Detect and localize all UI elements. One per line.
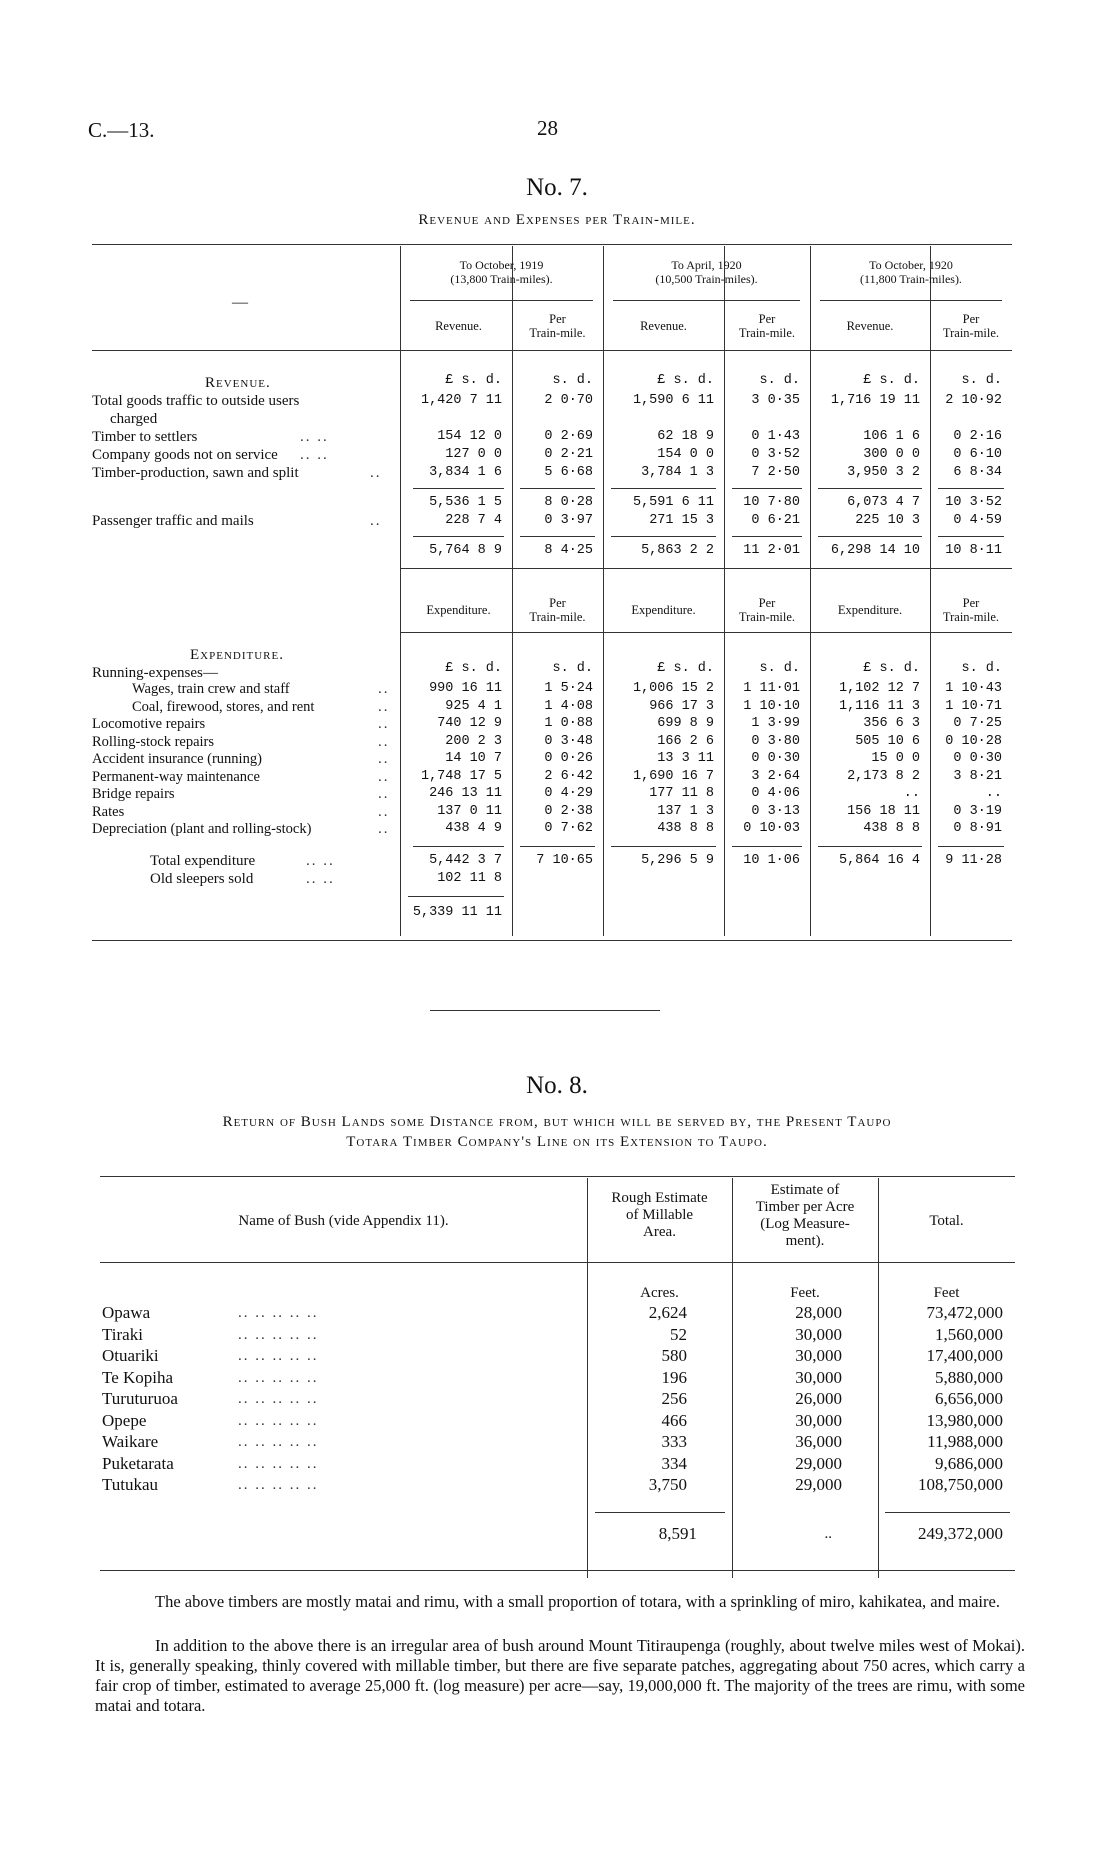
cell-value: 106 1 6	[863, 429, 920, 444]
rule-line	[100, 1570, 1015, 1571]
cell-value: 1,116 11 3	[838, 698, 920, 714]
estimate-value: 30,000	[795, 1367, 842, 1387]
cell-value: 3,834 1 6	[429, 465, 502, 480]
cell-value: 3,784 1 3	[641, 465, 714, 480]
leader-dots: .. .. .. .. ..	[238, 1391, 319, 1407]
cell-value: 925 4 1	[445, 698, 502, 714]
rule-line	[413, 488, 504, 489]
cell-value: 740 12 9	[437, 716, 502, 731]
rule-line	[92, 350, 1012, 351]
total-value: 73,472,000	[926, 1303, 1003, 1322]
cell-value: 0 4·29	[544, 786, 593, 801]
per-train-mile-header	[930, 312, 1012, 340]
row-label: Company goods not on service	[92, 447, 278, 463]
leader-dots: .. ..	[306, 853, 335, 869]
cell-value: ..	[985, 786, 1002, 801]
rule-line	[92, 244, 1012, 245]
cell-value: 990 16 11	[429, 681, 502, 696]
cell-value: 505 10 6	[855, 733, 920, 749]
cell-value: 156 18 11	[847, 803, 920, 819]
total-value: 7 10·65	[536, 853, 593, 868]
header-line: of Millable	[625, 1207, 694, 1223]
cell-value: 0 3·80	[751, 733, 800, 749]
unit-label: s. d.	[961, 661, 1002, 676]
per-train-mile-header	[930, 596, 1012, 624]
leader-dots: .. .. .. .. ..	[238, 1455, 319, 1472]
cell-value: 0 4·06	[751, 786, 800, 801]
rule-line	[613, 300, 800, 301]
total-value: 10 8·11	[945, 543, 1002, 558]
cell-value: 1 4·08	[544, 698, 593, 714]
subtotal-value: 10 7·80	[743, 495, 800, 510]
section-heading: Revenue.	[205, 375, 271, 391]
leader-dots: ..	[370, 513, 382, 529]
cell-value: 438 8 8	[863, 821, 920, 836]
row-label: Total expenditure	[150, 853, 256, 869]
column-header: Expenditure.	[837, 603, 903, 617]
cell-value: 1,716 19 11	[830, 393, 920, 408]
leader-dots: ..	[378, 821, 390, 837]
cell-value: 7 2·50	[751, 465, 800, 480]
per-label: Per	[962, 312, 980, 326]
cell-value: 0 2·38	[544, 803, 593, 819]
bush-name: Puketarata	[102, 1453, 174, 1473]
rule-line	[520, 846, 595, 847]
cell-value: 225 10 3	[855, 513, 920, 528]
cell-value: 200 2 3	[445, 733, 502, 749]
leader-dots: ..	[378, 698, 390, 715]
unit-label: s. d.	[961, 373, 1002, 388]
period-header	[810, 258, 1012, 286]
period-header	[400, 258, 603, 286]
subtotal-value: 6,073 4 7	[847, 495, 920, 510]
column-header: Revenue.	[640, 319, 687, 333]
period-header	[603, 258, 810, 286]
unit-label: s. d.	[759, 373, 800, 388]
total-estimate: ..	[824, 1526, 832, 1542]
cell-value: 2 6·42	[544, 768, 593, 784]
table-title: Revenue and Expenses per Train-mile.	[418, 212, 696, 228]
cell-value: 137 0 11	[437, 803, 502, 819]
rule-line	[732, 846, 802, 847]
cell-value: 1,590 6 11	[632, 393, 714, 408]
rule-line	[611, 536, 716, 537]
column-header-area	[587, 1190, 732, 1241]
leader-dots: ..	[370, 465, 382, 481]
unit-label: £ s. d.	[863, 373, 920, 388]
cell-value: 0 3·19	[953, 803, 1002, 819]
train-mile-label: Train-mile.	[738, 610, 796, 624]
rule-line	[732, 488, 802, 489]
cell-value: 3,950 3 2	[847, 465, 920, 480]
cell-value: 0 2·21	[544, 447, 593, 462]
bush-name: Tutukau	[102, 1475, 159, 1494]
cell-value: 6 8·34	[953, 465, 1002, 480]
cell-value: 0 1·43	[751, 429, 800, 444]
total-value: 8 4·25	[544, 543, 593, 558]
estimate-value: 26,000	[795, 1389, 842, 1408]
period-title: To April, 1920	[671, 258, 742, 272]
train-mile-label: Train-mile.	[738, 326, 796, 340]
cell-value: 0 0·26	[544, 751, 593, 766]
cell-value: 102 11 8	[437, 871, 502, 886]
area-value: 580	[661, 1346, 687, 1365]
total-value: 9 11·28	[945, 853, 1002, 868]
column-header: Revenue.	[435, 319, 482, 333]
row-label: Timber-production, sawn and split	[92, 465, 299, 481]
rule-line	[520, 536, 595, 537]
cell-value: 1 11·01	[743, 681, 800, 696]
column-header-estimate	[732, 1182, 878, 1250]
rule-line	[100, 1262, 1015, 1263]
cell-value: 356 6 3	[863, 716, 920, 731]
bush-name: Opawa	[102, 1303, 151, 1322]
subtotal-value: 5,536 1 5	[429, 495, 502, 510]
rule-line	[938, 846, 1004, 847]
cell-value: 154 12 0	[437, 429, 502, 444]
rule-line	[413, 846, 504, 847]
period-train-miles: (11,800 Train-miles).	[860, 272, 962, 286]
row-label: Running-expenses—	[92, 665, 218, 681]
cell-value: 1,690 16 7	[632, 768, 714, 784]
cell-value: 127 0 0	[445, 447, 502, 462]
cell-value: 5 6·68	[544, 465, 593, 480]
leader-dots: .. .. .. .. ..	[238, 1412, 319, 1429]
cell-value: 1 0·88	[544, 716, 593, 731]
estimate-value: 30,000	[795, 1410, 842, 1430]
rule-line	[818, 488, 922, 489]
cell-value: 0 0·30	[953, 751, 1002, 766]
cell-value: 137 1 3	[657, 803, 714, 819]
table-number: No. 8.	[526, 1072, 588, 1099]
cell-value: 0 3·48	[544, 733, 593, 749]
leader-dots: .. .. .. .. ..	[238, 1326, 319, 1343]
total-value: 5,442 3 7	[429, 853, 502, 868]
cell-value: 3 0·35	[751, 393, 800, 408]
leader-dots: .. .. .. .. ..	[238, 1369, 319, 1386]
cell-value: 1 3·99	[751, 716, 800, 731]
cell-value: 699 8 9	[657, 716, 714, 731]
cell-value: 300 0 0	[863, 447, 920, 462]
bush-name: Opepe	[102, 1410, 147, 1430]
rule-line	[400, 632, 1012, 633]
train-mile-label: Train-mile.	[942, 326, 1000, 340]
table-title-line: Totara Timber Company's Line on its Extension to Taupo.	[346, 1134, 768, 1150]
cell-value: 3 2·64	[751, 768, 800, 784]
total-value: 11,988,000	[927, 1432, 1003, 1451]
cell-value: 1,102 12 7	[838, 681, 920, 696]
per-label: Per	[758, 596, 776, 610]
area-value: 466	[661, 1410, 687, 1430]
cell-value: 0 3·13	[751, 803, 800, 819]
rule-line	[400, 568, 1012, 569]
total-value: 6,298 14 10	[830, 543, 920, 558]
row-label: Depreciation (plant and rolling-stock)	[92, 821, 312, 837]
total-area: 8,591	[658, 1524, 697, 1543]
total-value: 5,880,000	[935, 1367, 1003, 1387]
estimate-value: 29,000	[795, 1453, 842, 1473]
period-title: To October, 1920	[869, 258, 953, 272]
table-number: No. 7.	[526, 174, 588, 201]
cell-value: 0 10·03	[743, 821, 800, 836]
row-label: Coal, firewood, stores, and rent	[132, 698, 315, 715]
cell-value: 0 2·69	[544, 429, 593, 444]
subtotal-value: 8 0·28	[544, 495, 593, 510]
row-label: Accident insurance (running)	[92, 751, 262, 767]
rule-line	[611, 846, 716, 847]
unit-label: £ s. d.	[657, 373, 714, 388]
total-value: 13,980,000	[926, 1410, 1003, 1430]
cell-value: 1,748 17 5	[420, 768, 502, 784]
area-value: 334	[661, 1453, 687, 1473]
header-line: Timber per Acre	[755, 1199, 855, 1215]
rule-line	[408, 896, 504, 897]
rule-line	[595, 1512, 725, 1513]
rule-line	[885, 1512, 1010, 1513]
bush-name: Tiraki	[102, 1324, 143, 1344]
cell-value: 0 0·30	[751, 751, 800, 766]
cell-value: 438 8 8	[657, 821, 714, 836]
period-train-miles: (10,500 Train-miles).	[655, 272, 758, 286]
total-value: 1,560,000	[935, 1324, 1003, 1344]
per-train-mile-header	[512, 312, 603, 340]
unit-label: s. d.	[552, 373, 593, 388]
total-value: 17,400,000	[926, 1346, 1003, 1365]
leader-dots: .. .. .. .. ..	[238, 1348, 319, 1364]
per-train-mile-header	[724, 312, 810, 340]
estimate-value: 30,000	[795, 1346, 842, 1365]
cell-value: 438 4 9	[445, 821, 502, 836]
cell-value: 13 3 11	[657, 751, 714, 766]
area-value: 52	[670, 1324, 687, 1344]
cell-value: ..	[903, 786, 920, 801]
page-number: 28	[537, 116, 558, 140]
cell-value: 15 0 0	[871, 751, 920, 766]
row-label: Rolling-stock repairs	[92, 733, 215, 750]
row-label: Permanent-way maintenance	[92, 768, 260, 785]
leader-dots: ..	[378, 786, 390, 802]
row-label: Wages, train crew and staff	[132, 681, 290, 697]
column-header-total: Total.	[929, 1213, 964, 1229]
cell-value: 166 2 6	[657, 733, 714, 749]
header-line: (Log Measure-	[760, 1216, 850, 1232]
per-train-mile-header	[512, 596, 603, 624]
train-mile-label: Train-mile.	[529, 610, 586, 624]
cell-value: 0 6·21	[751, 513, 800, 528]
area-value: 3,750	[648, 1475, 687, 1494]
unit-label: £ s. d.	[445, 373, 502, 388]
cell-value: 1 5·24	[544, 681, 593, 696]
rule-line	[818, 846, 922, 847]
leader-dots: ..	[378, 733, 390, 750]
rule-line	[100, 1176, 1015, 1177]
cell-value: 966 17 3	[649, 698, 714, 714]
row-label: Old sleepers sold	[150, 871, 254, 887]
paragraph: The above timbers are mostly matai and rimu, with a small proportion of totara, with a sprinkling of miro, kahikatea, and maire.	[155, 1592, 1000, 1611]
cell-value: 228 7 4	[445, 513, 502, 528]
area-value: 333	[661, 1432, 687, 1451]
per-label: Per	[549, 596, 566, 610]
cell-value: 2 10·92	[945, 393, 1002, 408]
leader-dots: ..	[378, 751, 390, 767]
cell-value: 1,420 7 11	[420, 393, 502, 408]
train-mile-label: Train-mile.	[529, 326, 586, 340]
cell-value: 1 10·71	[945, 698, 1002, 714]
cell-value: 0 3·52	[751, 447, 800, 462]
rule-line	[732, 536, 802, 537]
cell-value: 0 4·59	[953, 513, 1002, 528]
train-mile-label: Train-mile.	[942, 610, 1000, 624]
column-header: Expenditure.	[426, 603, 491, 617]
cell-value: 2,173 8 2	[847, 768, 920, 784]
total-value: 5,296 5 9	[641, 853, 714, 868]
rule-line	[820, 300, 1002, 301]
row-label: charged	[110, 411, 158, 427]
rule-line	[818, 536, 922, 537]
leader-dots: .. .. .. .. ..	[238, 1305, 319, 1321]
unit-label: £ s. d.	[445, 661, 502, 676]
cell-value: 0 2·16	[953, 429, 1002, 444]
dash: —	[232, 294, 248, 311]
leader-dots: ..	[378, 768, 390, 785]
period-title: To October, 1919	[459, 258, 544, 272]
header-line: Estimate of	[770, 1182, 840, 1198]
cell-value: 3 8·21	[953, 768, 1002, 784]
cell-value: 14 10 7	[445, 751, 502, 766]
total-value: 5,863 2 2	[641, 543, 714, 558]
estimate-value: 28,000	[795, 1303, 842, 1322]
rule-line	[520, 488, 595, 489]
rule-line	[410, 300, 593, 301]
area-value: 256	[661, 1389, 687, 1408]
cell-value: 0 7·62	[544, 821, 593, 836]
leader-dots: .. .. .. .. ..	[238, 1434, 319, 1450]
row-label: Total goods traffic to outside users	[92, 393, 300, 409]
cell-value: 1 10·43	[945, 681, 1002, 696]
subtotal-value: 5,591 6 11	[632, 495, 714, 510]
bush-name: Waikare	[102, 1432, 159, 1451]
unit-label: Acres.	[640, 1285, 679, 1301]
total-value: 10 1·06	[743, 853, 800, 868]
leader-dots: ..	[378, 716, 390, 732]
cell-value: 246 13 11	[429, 786, 502, 801]
leader-dots: .. ..	[306, 871, 335, 887]
per-train-mile-header	[724, 596, 810, 624]
area-value: 196	[661, 1367, 687, 1387]
table-title-line: Return of Bush Lands some Distance from, but which will be served by, the Present Taupo	[222, 1114, 892, 1130]
header-line: Rough Estimate	[611, 1190, 708, 1206]
cell-value: 0 7·25	[953, 716, 1002, 731]
total-value: 11 2·01	[743, 543, 800, 558]
unit-label: s. d.	[552, 661, 593, 676]
leader-dots: ..	[378, 803, 390, 820]
row-label: Bridge repairs	[92, 786, 175, 802]
net-value: 5,339 11 11	[412, 905, 502, 920]
rule-line	[611, 488, 716, 489]
unit-label: £ s. d.	[657, 661, 714, 676]
total-value: 5,764 8 9	[429, 543, 502, 558]
total-value: 6,656,000	[935, 1389, 1003, 1408]
unit-label: Feet.	[790, 1285, 820, 1301]
row-label: Timber to settlers	[92, 429, 198, 445]
rule-line	[938, 536, 1004, 537]
cell-value: 0 3·97	[544, 513, 593, 528]
cell-value: 154 0 0	[657, 447, 714, 462]
header-line: Area.	[643, 1224, 676, 1240]
total-value: 9,686,000	[935, 1453, 1003, 1473]
leader-dots: ..	[378, 681, 390, 697]
estimate-value: 30,000	[795, 1324, 842, 1344]
cell-value: 271 15 3	[649, 513, 714, 528]
unit-label: Feet	[933, 1285, 960, 1301]
per-label: Per	[549, 312, 566, 326]
leader-dots: .. ..	[300, 447, 329, 463]
leader-dots: .. ..	[300, 429, 329, 445]
cell-value: 0 8·91	[953, 821, 1002, 836]
total-value: 108,750,000	[918, 1475, 1003, 1494]
cell-value: 177 11 8	[649, 786, 714, 801]
leader-dots: .. .. .. .. ..	[238, 1477, 319, 1493]
column-header-name: Name of Bush (vide Appendix 11).	[238, 1213, 449, 1229]
rule-line	[92, 940, 1012, 941]
row-label: Passenger traffic and mails	[92, 513, 254, 529]
cell-value: 0 10·28	[945, 733, 1002, 749]
estimate-value: 29,000	[795, 1475, 842, 1494]
bush-name: Otuariki	[102, 1346, 159, 1365]
area-value: 2,624	[648, 1303, 687, 1322]
cell-value: 62 18 9	[657, 429, 714, 444]
rule-line	[938, 488, 1004, 489]
document-reference: C.—13.	[88, 118, 155, 142]
rule-line	[430, 1010, 660, 1011]
rule-line	[413, 536, 504, 537]
bush-name: Te Kopiha	[102, 1367, 174, 1387]
row-label: Rates	[92, 803, 125, 820]
paragraph: In addition to the above there is an irregular area of bush around Mount Titiraupenga (roughly, about twelve miles west of Mokai). It is, generally speaking, thinly covered with millable timber, but there are five separate patches, aggregating about 750 acres, which carry a fair crop of timber, estimated to average 25,000 ft. (log measure) per acre—say, 19,000,000 ft. The majority of the trees are rimu, with some matai and totara.	[95, 1636, 1025, 1715]
cell-value: 1,006 15 2	[632, 681, 714, 696]
per-label: Per	[758, 312, 776, 326]
estimate-value: 36,000	[795, 1432, 842, 1451]
section-heading: Expenditure.	[190, 647, 284, 663]
grand-total: 249,372,000	[918, 1524, 1003, 1543]
cell-value: 0 6·10	[953, 447, 1002, 462]
unit-label: s. d.	[759, 661, 800, 676]
subtotal-value: 10 3·52	[945, 495, 1002, 510]
unit-label: £ s. d.	[863, 661, 920, 676]
cell-value: 1 10·10	[743, 698, 800, 714]
table-title	[90, 1112, 1024, 1152]
column-header: Expenditure.	[631, 603, 696, 617]
header-line: ment).	[785, 1233, 825, 1249]
period-train-miles: (13,800 Train-miles).	[450, 272, 553, 286]
bush-name: Turuturuoa	[102, 1389, 178, 1408]
cell-value: 2 0·70	[544, 393, 593, 408]
row-label: Locomotive repairs	[92, 716, 206, 732]
per-label: Per	[962, 596, 980, 610]
column-header: Revenue.	[846, 319, 894, 333]
total-value: 5,864 16 4	[838, 853, 920, 868]
